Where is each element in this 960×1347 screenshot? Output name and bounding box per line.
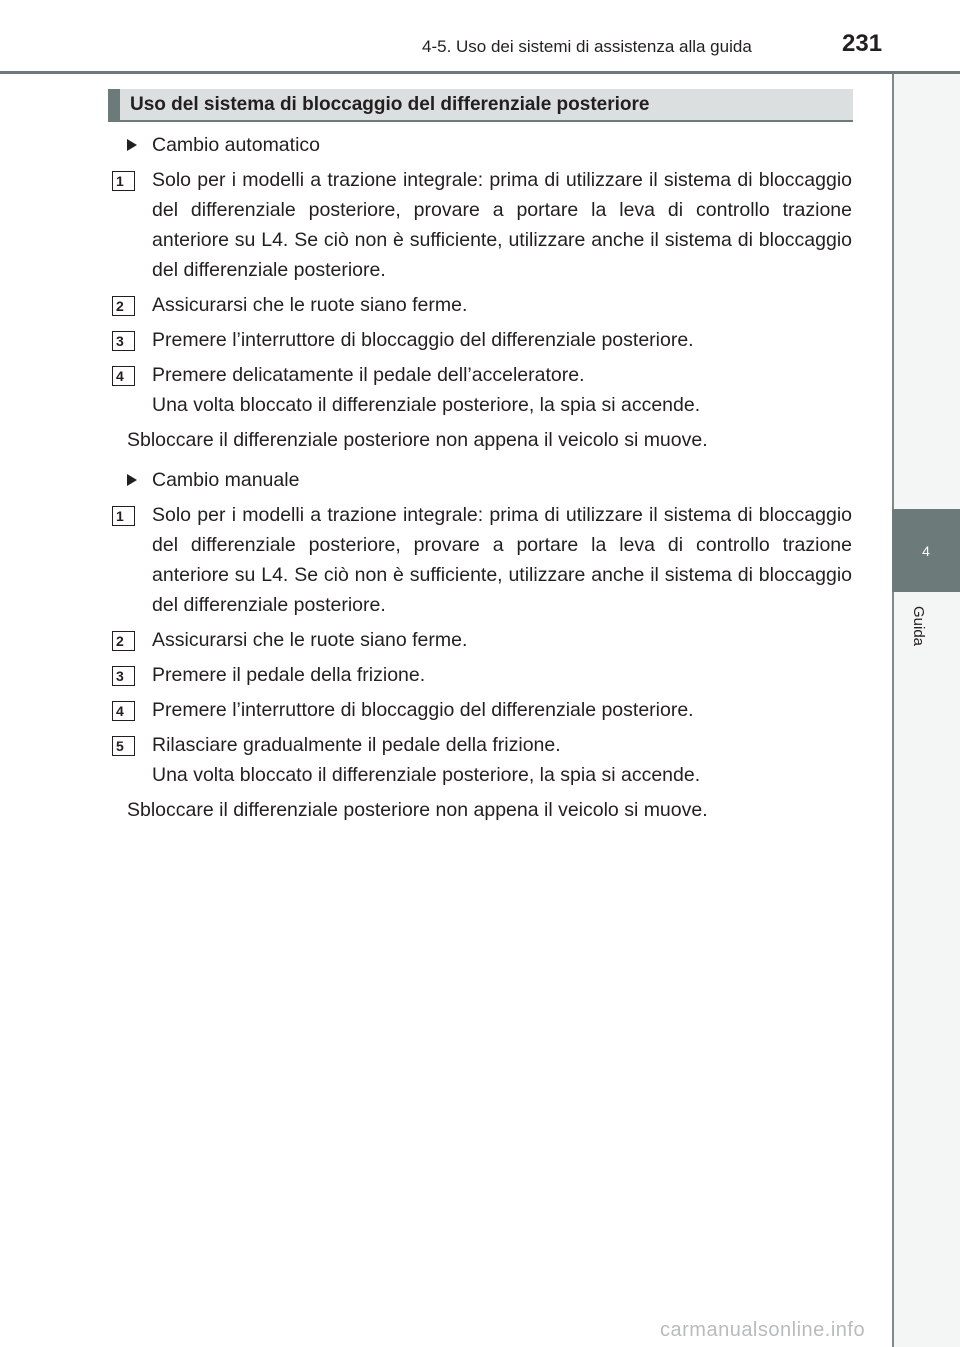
step-text: Solo per i modelli a trazione integrale: prima di utilizzare il sistema di bloccaggio del differenziale posteriore, provare a portare la leva di controllo trazione anteriore su L4. Se ciò non è sufficiente, utilizzare anche il sistema di bloccaggio del differenziale posteriore. — [152, 504, 852, 616]
subsection-manual — [112, 465, 852, 495]
step-number: 1 — [112, 506, 135, 526]
watermark: carmanualsonline.info — [660, 1319, 866, 1341]
step-text: Premere delicatamente il pedale dell’acceleratore. — [152, 364, 585, 386]
chapter-tab: 4 — [892, 509, 960, 592]
step-item — [112, 625, 852, 655]
step-number: 1 — [112, 171, 135, 191]
step-item — [112, 660, 852, 690]
step-subtext: Una volta bloccato il differenziale posteriore, la spia si accende. — [152, 764, 701, 786]
section-content — [112, 130, 852, 835]
section-heading: Uso del sistema di bloccaggio del differenziale posteriore — [108, 89, 853, 122]
step-item — [112, 290, 852, 320]
step-item — [112, 695, 852, 725]
step-number: 2 — [112, 631, 135, 651]
step-text: Premere l’interruttore di bloccaggio del differenziale posteriore. — [152, 699, 694, 721]
header-rule — [0, 71, 960, 74]
step-text: Assicurarsi che le ruote siano ferme. — [152, 294, 468, 316]
step-number: 5 — [112, 736, 135, 756]
step-item — [112, 360, 852, 420]
subsection-title: Cambio automatico — [152, 134, 320, 156]
step-number: 2 — [112, 296, 135, 316]
subsection-automatic — [112, 130, 852, 160]
subsection-title: Cambio manuale — [152, 469, 300, 491]
chapter-title: 4-5. Uso dei sistemi di assistenza alla guida — [422, 37, 752, 56]
step-number: 3 — [112, 331, 135, 351]
triangle-bullet-icon — [127, 139, 137, 151]
step-item — [112, 500, 852, 620]
chapter-tab-label: Guida — [910, 606, 927, 647]
page-number: 231 — [842, 30, 883, 57]
side-margin — [892, 74, 960, 1347]
step-text: Assicurarsi che le ruote siano ferme. — [152, 629, 468, 651]
page-header — [0, 0, 960, 74]
step-text: Premere il pedale della frizione. — [152, 664, 426, 686]
step-text: Rilasciare gradualmente il pedale della frizione. — [152, 734, 561, 756]
step-item — [112, 165, 852, 285]
note-text: Sbloccare il differenziale posteriore non appena il veicolo si muove. — [127, 429, 708, 451]
side-margin-rule — [892, 74, 894, 1347]
step-text: Premere l’interruttore di bloccaggio del differenziale posteriore. — [152, 329, 694, 351]
step-text: Solo per i modelli a trazione integrale: prima di utilizzare il sistema di bloccaggio del differenziale posteriore, provare a portare la leva di controllo trazione anteriore su L4. Se ciò non è sufficiente, utilizzare anche il sistema di bloccaggio del differenziale posteriore. — [152, 169, 852, 281]
step-number: 4 — [112, 701, 135, 721]
note-text: Sbloccare il differenziale posteriore non appena il veicolo si muove. — [127, 799, 708, 821]
step-item — [112, 730, 852, 790]
triangle-bullet-icon — [127, 474, 137, 486]
step-number: 3 — [112, 666, 135, 686]
step-number: 4 — [112, 366, 135, 386]
step-subtext: Una volta bloccato il differenziale posteriore, la spia si accende. — [152, 394, 701, 416]
step-item — [112, 325, 852, 355]
